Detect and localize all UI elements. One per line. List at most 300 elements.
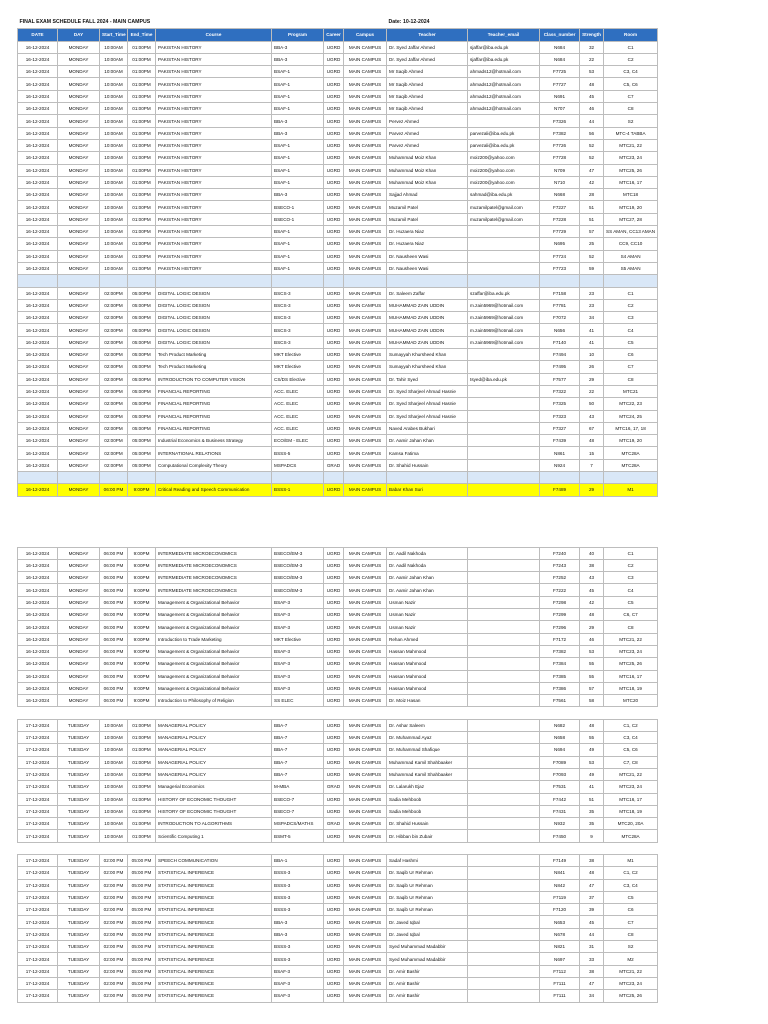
table-cell [468, 793, 540, 805]
table-row [18, 66, 658, 78]
table-cell: 01:00PM [128, 139, 156, 151]
table-cell [128, 471, 156, 483]
table-cell: C7, C8 [604, 756, 658, 768]
table-cell: C1 [604, 287, 658, 299]
table-cell: N842 [540, 879, 580, 891]
table-cell: MONDAY [58, 435, 100, 447]
table-cell: 41 [580, 324, 604, 336]
table-cell: 10:00AM [100, 164, 128, 176]
table-cell [468, 435, 540, 447]
table-cell: C1, C2 [604, 867, 658, 879]
table-cell: 9:00PM [128, 633, 156, 645]
table-cell: N684 [540, 41, 580, 53]
table-cell: ahmads12@hotmail.com [468, 78, 540, 90]
table-cell: 16-12-2024 [18, 41, 58, 53]
table-cell: 01:00PM [128, 756, 156, 768]
table-row [18, 855, 658, 867]
table-cell: C1, C2 [604, 719, 658, 731]
table-cell: 55 [580, 670, 604, 682]
table-cell: STATISTICAL INFERENCE [156, 879, 272, 891]
table-cell: ACC. ELEC [272, 385, 324, 397]
table-cell: N668 [540, 189, 580, 201]
table-cell: FINANCIAL REPORTING [156, 398, 272, 410]
table-cell [540, 471, 580, 483]
table-cell: UGRD [324, 189, 344, 201]
table-cell: Introduction to Philosophy of Religion [156, 695, 272, 707]
table-cell: MONDAY [58, 66, 100, 78]
table-cell: UGRD [324, 324, 344, 336]
table-cell: C8 [604, 103, 658, 115]
table-cell [272, 707, 324, 719]
table-cell: MAIN CAMPUS [344, 695, 387, 707]
table-cell [272, 842, 324, 854]
table-cell: MAIN CAMPUS [344, 891, 387, 903]
table-cell: 02:00 PM [100, 891, 128, 903]
table-cell: Dr. Ashar Saleem [387, 719, 468, 731]
table-row [18, 805, 658, 817]
table-cell: 48 [580, 78, 604, 90]
table-cell: MAIN CAMPUS [344, 818, 387, 830]
table-cell: F7089 [540, 756, 580, 768]
table-cell: BSAF-1 [272, 103, 324, 115]
table-row [18, 189, 658, 201]
table-cell: MTC21, 22 [604, 139, 658, 151]
table-cell: UGRD [324, 584, 344, 596]
table-cell: Dr. Muhammad Shafique [387, 744, 468, 756]
table-cell: 01:00PM [128, 78, 156, 90]
table-cell: UGRD [324, 879, 344, 891]
table-cell: 05:00 PM [128, 879, 156, 891]
table-cell: 01:00PM [128, 719, 156, 731]
table-cell: MTC23, 24 [604, 645, 658, 657]
table-cell [468, 115, 540, 127]
table-cell: BSCS-3 [272, 336, 324, 348]
table-cell: BSAF-1 [272, 139, 324, 151]
table-cell: 02:00PM [100, 324, 128, 336]
table-cell: F7431 [540, 805, 580, 817]
table-cell: Tech Product Marketing [156, 349, 272, 361]
table-cell: TUESDAY [58, 768, 100, 780]
table-cell: MAIN CAMPUS [344, 410, 387, 422]
table-cell: Dr. Aamir Jahan Khan [387, 435, 468, 447]
table-cell: 16-12-2024 [18, 596, 58, 608]
table-cell: m.zain5969@hotmail.com [468, 299, 540, 311]
table-cell: C3, C4 [604, 732, 658, 744]
table-cell: 52 [580, 152, 604, 164]
table-cell: 16-12-2024 [18, 447, 58, 459]
table-cell: MONDAY [58, 238, 100, 250]
table-cell: 16-12-2024 [18, 633, 58, 645]
table-cell: 02:00 PM [100, 928, 128, 940]
table-cell [344, 842, 387, 854]
table-cell: Dr. Nausheen Wasi [387, 262, 468, 274]
table-cell: 02:00 PM [100, 965, 128, 977]
table-cell [156, 842, 272, 854]
table-cell: Dr. Aadil Nakhoda [387, 559, 468, 571]
table-cell: 16-12-2024 [18, 572, 58, 584]
table-row [18, 781, 658, 793]
table-cell: 52 [580, 250, 604, 262]
table-cell: TUESDAY [58, 756, 100, 768]
table-cell: BSAF-3 [272, 670, 324, 682]
table-cell: Kamsa Fatima [387, 447, 468, 459]
table-cell: STATISTICAL INFERENCE [156, 891, 272, 903]
table-cell: UGRD [324, 53, 344, 65]
table-cell: 9:00PM [128, 584, 156, 596]
table-cell: 01:00PM [128, 793, 156, 805]
table-cell: Syed Muhammad Madabbir [387, 941, 468, 953]
table-cell: PAKISTAN HISTORY [156, 250, 272, 262]
table-cell: STATISTICAL INFERENCE [156, 928, 272, 940]
table-cell: ACC. ELEC [272, 398, 324, 410]
table-cell: N709 [540, 164, 580, 176]
table-cell: Dr. Javed Iqbal [387, 916, 468, 928]
table-cell: UGRD [324, 226, 344, 238]
table-cell: MAIN CAMPUS [344, 299, 387, 311]
table-cell: Usman Nazir [387, 609, 468, 621]
table-cell: MTC21, 22 [604, 965, 658, 977]
table-cell [58, 275, 100, 287]
table-cell: MUHAMMAD ZAIN UDDIN [387, 299, 468, 311]
table-cell: 05:00 PM [128, 977, 156, 989]
table-cell: UGRD [324, 990, 344, 1002]
table-cell [18, 471, 58, 483]
table-cell: 02:00 PM [100, 855, 128, 867]
table-cell: MTC16, 17 [604, 793, 658, 805]
table-cell: Dr. Javed Iqbal [387, 928, 468, 940]
table-cell: MONDAY [58, 559, 100, 571]
table-cell: MAIN CAMPUS [344, 41, 387, 53]
table-cell: BBA-3 [272, 928, 324, 940]
table-cell: 58 [580, 695, 604, 707]
table-cell: MAIN CAMPUS [344, 855, 387, 867]
table-cell: Dr. Shahid Hussain [387, 818, 468, 830]
table-cell: MUHAMMAD ZAIN UDDIN [387, 324, 468, 336]
table-cell [540, 842, 580, 854]
table-cell: 52 [580, 139, 604, 151]
table-cell: MONDAY [58, 164, 100, 176]
table-cell: F7240 [540, 547, 580, 559]
table-cell: 02:00 PM [100, 916, 128, 928]
table-row [18, 41, 658, 53]
table-cell: 46 [580, 633, 604, 645]
table-cell: BSAF-1 [272, 250, 324, 262]
table-cell: UGRD [324, 941, 344, 953]
table-cell: F7386 [540, 682, 580, 694]
table-cell: PAKISTAN HISTORY [156, 90, 272, 102]
table-cell: UGRD [324, 670, 344, 682]
table-cell: Sadia Mehboob [387, 805, 468, 817]
table-cell [100, 275, 128, 287]
table-cell [468, 732, 540, 744]
table-cell: 29 [580, 373, 604, 385]
table-cell: 02:00 PM [100, 990, 128, 1002]
table-cell: MTC23, 24 [604, 977, 658, 989]
table-cell: ahmads12@hotmail.com [468, 103, 540, 115]
table-cell: 16-12-2024 [18, 213, 58, 225]
table-cell: MONDAY [58, 90, 100, 102]
table-cell [128, 707, 156, 719]
table-cell: 06:00 PM [100, 559, 128, 571]
table-cell: F7072 [540, 312, 580, 324]
table-cell: 16-12-2024 [18, 670, 58, 682]
table-cell: TUESDAY [58, 977, 100, 989]
table-cell [100, 707, 128, 719]
table-cell: 47 [580, 977, 604, 989]
table-cell: MTC21, 22 [604, 633, 658, 645]
table-cell: F7111 [540, 990, 580, 1002]
table-cell: MAIN CAMPUS [344, 447, 387, 459]
table-cell: 45 [580, 916, 604, 928]
table-cell: 05:00 PM [128, 916, 156, 928]
table-cell: Management & Organizational Behavior [156, 645, 272, 657]
table-cell: 9:00PM [128, 621, 156, 633]
table-cell: 01:00PM [128, 744, 156, 756]
table-cell [344, 471, 387, 483]
header-cell: Course [156, 29, 272, 41]
table-cell: 05:00 PM [128, 941, 156, 953]
table-cell: 16-12-2024 [18, 385, 58, 397]
table-cell [468, 609, 540, 621]
table-cell: UGRD [324, 621, 344, 633]
table-cell: 05:00PM [128, 447, 156, 459]
table-cell: 9:00PM [128, 547, 156, 559]
table-cell: 16-12-2024 [18, 226, 58, 238]
table-cell: MTC16, 17 [604, 670, 658, 682]
table-cell: MONDAY [58, 682, 100, 694]
header-cell: Teacher_email [468, 29, 540, 41]
table-cell: Naved Arabes Bukhari [387, 422, 468, 434]
table-cell [468, 645, 540, 657]
exam-schedule-sheet [17, 17, 657, 1003]
table-cell: 02:00PM [100, 435, 128, 447]
table-cell: STATISTICAL INFERENCE [156, 904, 272, 916]
table-row [18, 324, 658, 336]
table-cell: BSCS-3 [272, 299, 324, 311]
table-cell: 10:00AM [100, 781, 128, 793]
table-cell: 9:00PM [128, 609, 156, 621]
table-cell: BBA-3 [272, 115, 324, 127]
table-cell: MAIN CAMPUS [344, 879, 387, 891]
table-cell: MAIN CAMPUS [344, 805, 387, 817]
table-cell: MAIN CAMPUS [344, 373, 387, 385]
table-cell [468, 658, 540, 670]
table-cell: BSCS-3 [272, 324, 324, 336]
table-cell: MAIN CAMPUS [344, 965, 387, 977]
table-cell: S5 AMAN [604, 262, 658, 274]
table-cell: 02:00 PM [100, 953, 128, 965]
table-cell: BSAF-1 [272, 90, 324, 102]
table-cell: 01:00PM [128, 189, 156, 201]
table-cell: C8 [604, 373, 658, 385]
table-cell: MONDAY [58, 621, 100, 633]
table-cell: ACC. ELEC [272, 410, 324, 422]
table-row [18, 53, 658, 65]
table-cell: Mr Saqib Ahmed [387, 66, 468, 78]
table-cell: TUESDAY [58, 855, 100, 867]
table-cell: 02:00 PM [100, 867, 128, 879]
table-cell [468, 744, 540, 756]
table-cell: 17-12-2024 [18, 744, 58, 756]
schedule-title: FINAL EXAM SCHEDULE FALL 2024 - MAIN CAMPUS [19, 19, 151, 26]
table-cell: UGRD [324, 447, 344, 459]
table-cell: 10:00AM [100, 250, 128, 262]
table-cell: 16-12-2024 [18, 682, 58, 694]
table-cell: MAIN CAMPUS [344, 213, 387, 225]
table-cell: 01:00PM [128, 41, 156, 53]
table-cell: MTC25, 26 [604, 658, 658, 670]
table-cell: TUESDAY [58, 879, 100, 891]
table-cell: UGRD [324, 732, 344, 744]
table-cell: 02:00PM [100, 398, 128, 410]
table-cell: C5, C6 [604, 78, 658, 90]
table-row [18, 299, 658, 311]
table-cell: 46 [580, 103, 604, 115]
table-cell: MAIN CAMPUS [344, 645, 387, 657]
table-cell: BSCS-3 [272, 312, 324, 324]
table-cell: UGRD [324, 719, 344, 731]
table-cell: 34 [580, 312, 604, 324]
table-cell: 10:00AM [100, 41, 128, 53]
table-cell: 57 [580, 682, 604, 694]
table-cell: 16-12-2024 [18, 250, 58, 262]
table-cell: BSECO-7 [272, 805, 324, 817]
table-cell: Dr. Syed Sharjeel Ahmad Hasnie [387, 385, 468, 397]
table-row [18, 361, 658, 373]
table-cell: 16-12-2024 [18, 201, 58, 213]
table-cell: MAIN CAMPUS [344, 324, 387, 336]
table-cell: 16-12-2024 [18, 103, 58, 115]
table-cell: MAIN CAMPUS [344, 459, 387, 471]
table-row [18, 818, 658, 830]
table-cell: BSSS-5 [272, 447, 324, 459]
table-cell: Dr. Muhammad Ayaz [387, 732, 468, 744]
table-row [18, 941, 658, 953]
table-cell: 49 [580, 768, 604, 780]
table-cell: F7120 [540, 904, 580, 916]
table-cell: F7385 [540, 670, 580, 682]
table-cell: TUESDAY [58, 744, 100, 756]
table-cell: STATISTICAL INFERENCE [156, 990, 272, 1002]
table-cell: PAKISTAN HISTORY [156, 115, 272, 127]
header-row [18, 29, 658, 41]
table-cell: TUESDAY [58, 941, 100, 953]
table-cell: FINANCIAL REPORTING [156, 410, 272, 422]
table-cell: 39 [580, 904, 604, 916]
table-cell: 02:00PM [100, 312, 128, 324]
table-cell: MONDAY [58, 103, 100, 115]
table-cell: 53 [580, 66, 604, 78]
table-cell: MAIN CAMPUS [344, 435, 387, 447]
table-cell: PAKISTAN HISTORY [156, 176, 272, 188]
table-row [18, 90, 658, 102]
table-cell: Critical Reading and Speech Communication [156, 484, 272, 496]
table-cell: 02:00PM [100, 299, 128, 311]
table-cell [468, 584, 540, 596]
table-cell: BSAF-1 [272, 152, 324, 164]
table-cell: MONDAY [58, 459, 100, 471]
table-row [18, 287, 658, 299]
table-cell: Usman Nazir [387, 621, 468, 633]
table-cell: parvezali@iba.edu.pk [468, 139, 540, 151]
table-cell: ahmads12@hotmail.com [468, 66, 540, 78]
table-cell: MONDAY [58, 250, 100, 262]
table-cell: UGRD [324, 867, 344, 879]
table-cell: 48 [580, 867, 604, 879]
table-cell: 48 [580, 435, 604, 447]
table-cell: C8 [604, 928, 658, 940]
table-cell: 05:00 PM [128, 855, 156, 867]
table-cell: 17-12-2024 [18, 756, 58, 768]
table-cell: 02:00PM [100, 373, 128, 385]
table-row [18, 422, 658, 434]
table-cell: Dr. Aamir Jahan Khan [387, 572, 468, 584]
table-cell: MTC-4 TABBA [604, 127, 658, 139]
table-cell: 01:00PM [128, 238, 156, 250]
table-cell: 16-12-2024 [18, 584, 58, 596]
table-cell: 47 [580, 879, 604, 891]
table-row [18, 152, 658, 164]
table-cell: MSPADCS [272, 459, 324, 471]
table-cell: 05:00 PM [128, 891, 156, 903]
table-cell [128, 842, 156, 854]
table-cell: 16-12-2024 [18, 559, 58, 571]
header-cell: End_Time [128, 29, 156, 41]
table-cell: UGRD [324, 90, 344, 102]
table-cell: 9 [580, 830, 604, 842]
table-cell: MTC24, 25 [604, 410, 658, 422]
table-cell: MAIN CAMPUS [344, 977, 387, 989]
table-cell: N707 [540, 103, 580, 115]
table-cell: UGRD [324, 682, 344, 694]
table-cell: 06:00 PM [100, 621, 128, 633]
table-cell [468, 953, 540, 965]
table-cell: 28 [580, 189, 604, 201]
table-cell: MAIN CAMPUS [344, 139, 387, 151]
table-cell: 10:00AM [100, 115, 128, 127]
table-cell: 51 [580, 793, 604, 805]
table-cell: 05:00PM [128, 324, 156, 336]
table-cell: MONDAY [58, 645, 100, 657]
table-cell: 05:00PM [128, 373, 156, 385]
table-cell [604, 275, 658, 287]
table-cell: Dr. Saleem Zaffar [387, 287, 468, 299]
table-cell: Sumayyah Khursheed Khan [387, 349, 468, 361]
table-cell: BSSS-3 [272, 904, 324, 916]
table-cell: F7228 [540, 213, 580, 225]
table-cell: 02:00PM [100, 385, 128, 397]
table-cell: Mr Saqib Ahmed [387, 90, 468, 102]
table-cell: F7119 [540, 891, 580, 903]
table-cell: UGRD [324, 115, 344, 127]
table-row [18, 139, 658, 151]
table-cell: 16-12-2024 [18, 115, 58, 127]
table-cell: MONDAY [58, 695, 100, 707]
table-cell: MTC18, 19 [604, 805, 658, 817]
table-cell: MONDAY [58, 176, 100, 188]
table-cell: 01:00PM [128, 732, 156, 744]
table-cell: Tech Product Marketing [156, 361, 272, 373]
table-cell: Rehan Ahmed [387, 633, 468, 645]
table-row [18, 645, 658, 657]
table-cell: 16-12-2024 [18, 238, 58, 250]
table-cell: 23 [580, 287, 604, 299]
table-cell: INTRODUCTION TO COMPUTER VISION [156, 373, 272, 385]
table-cell: F7322 [540, 385, 580, 397]
table-cell: 06:00 PM [100, 547, 128, 559]
table-cell: UGRD [324, 572, 344, 584]
table-cell: BBA-3 [272, 53, 324, 65]
